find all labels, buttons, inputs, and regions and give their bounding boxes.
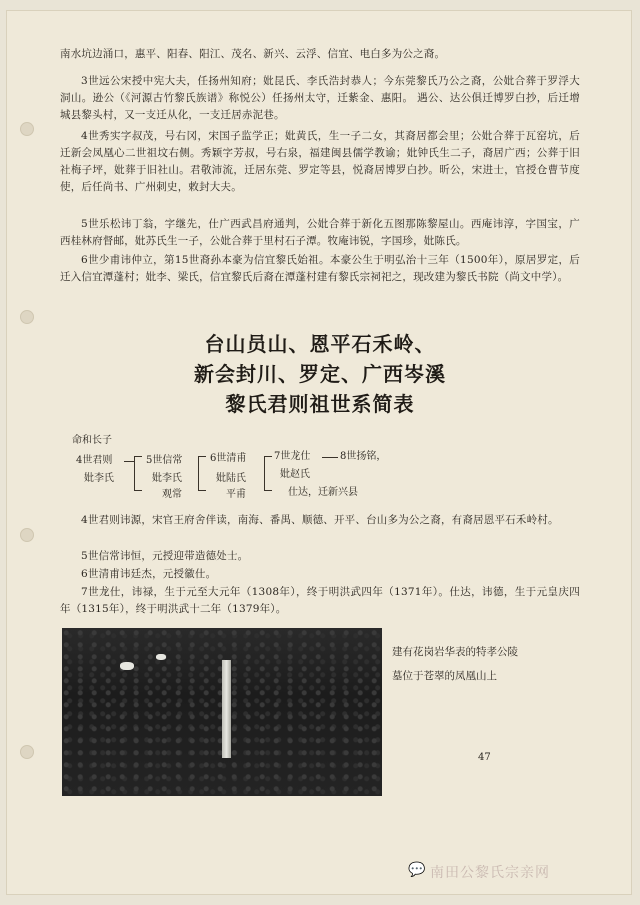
tree-connector [322,457,338,458]
photo-caption [392,640,552,688]
watermark-text: 南田公黎氏宗亲网 [430,865,550,881]
genealogy-tree [66,434,426,504]
tree-g7-wife: 妣赵氏 [280,469,310,480]
tree-connector [264,456,265,490]
tree-g6-sibling: 平甫 [226,489,246,500]
tomb-photo [62,628,382,796]
tree-g7-name: 7世龙仕 [274,451,311,462]
tree-g6-wife: 妣陆氏 [216,473,246,484]
paragraph-2: 3世远公宋授中宪大夫，任扬州知府；妣昆氏、李氏浩封恭人；今东莞黎氏乃公之裔，公妣合葬于罗浮大洞山。逊公（《河源古竹黎氏族谱》称悦公）任扬州太守，迁紫金、惠阳。 遇公、达公俱迁博罗白抄，后迁增城县黎头村，又一支迁从化，一支迁居赤泥巷。 [60,75,580,121]
caption-line-1: 建有花岗岩华表的特孝公陵 [392,646,518,658]
tree-connector [198,456,199,490]
tree-root-note: 命和长子 [72,435,112,446]
tree-connector [198,456,206,457]
page-number: 47 [478,752,491,763]
tree-connector [264,490,272,491]
tree-g4-name: 4世君则 [76,455,113,466]
note-4: 7世龙仕，讳禄，生于元至大元年（1308年），终于明洪武四年（1371年）。仕达，讳德，生于元皇庆四年（1315年），终于明洪武十二年（1379年）。 [60,586,580,615]
tree-connector [198,490,206,491]
title-line-3: 黎氏君则祖世系简表 [225,392,415,416]
tree-g4-wife: 妣李氏 [84,473,114,484]
tree-g5-sibling: 观常 [162,489,182,500]
note-3: 6世清甫讳廷杰，元授徽仕。 [81,568,217,580]
paragraph-3: 4世秀实字叔茂，号右冈，宋国子监学正；妣黄氏，生一子二女，其裔居都会里；公妣合葬于瓦窑坑，后迁新会凤凰心二世祖坟右侧。秀颖字芳叔，号右泉，福建闽县儒学教谕；妣钟氏生二子，裔居广西；公葬于旧社梅子坪，妣葬于旧社山。君敬沛流，迁居东莞、罗定等县，悦裔居博罗白抄。昕公，宋进士，官授仓曹节度使，后任尚书、广州刺史，敕封大夫。 [60,130,580,193]
tree-connector [124,461,134,462]
title-line-1: 台山员山、恩平石禾岭、 [204,332,436,356]
tree-connector [134,456,142,457]
photo-highlight [156,654,166,660]
tree-connector [264,456,272,457]
paragraph-1: 南水坑边涌口，惠平、阳春、阳江、茂名、新兴、云浮、信宜、电白多为公之裔。 [60,48,446,60]
wechat-icon: 💬 [408,862,426,878]
caption-line-2: 墓位于苍翠的凤凰山上 [392,670,497,682]
tree-g6-name: 6世清甫 [210,453,247,464]
stone-pillar [222,660,231,758]
tree-connector [134,456,135,490]
tree-g5-name: 5世信常 [146,455,183,466]
tree-connector [134,490,142,491]
paragraph-5: 6世少甫讳仲立，第15世裔孙本豪为信宜黎氏始祖。本豪公生于明弘治十三年（1500年），原居罗定，后迁入信宜潭蓬村；妣李、梁氏，信宜黎氏后裔在潭蓬村建有黎氏宗祠祀之，现改建为黎氏书院（尚文中学）。 [60,254,580,283]
tree-g5-wife: 妣李氏 [152,473,182,484]
title-line-2: 新会封川、罗定、广西岑溪 [194,362,446,386]
tree-g8-name: 8世扬铭， [340,451,387,462]
photo-highlight [120,662,134,670]
note-2: 5世信常讳恒，元授迎带造德处士。 [81,550,249,562]
note-1: 4世君则讳源，宋官王府舍伴读，南海、番禺、顺德、开平、台山多为公之裔，有裔居恩平石禾岭村。 [81,514,559,526]
tree-g7-note: 仕达，迁新兴县 [288,487,358,498]
paragraph-4: 5世乐松讳丁翁，字继先，仕广西武昌府通判，公妣合葬于新化五图那陈黎屋山。西庵讳淳，字国宝，广西桂林府督邮，妣苏氏生一子，公妣合葬于里村石子潭。牧庵讳锐，字国珍，妣陈氏。 [60,218,580,247]
